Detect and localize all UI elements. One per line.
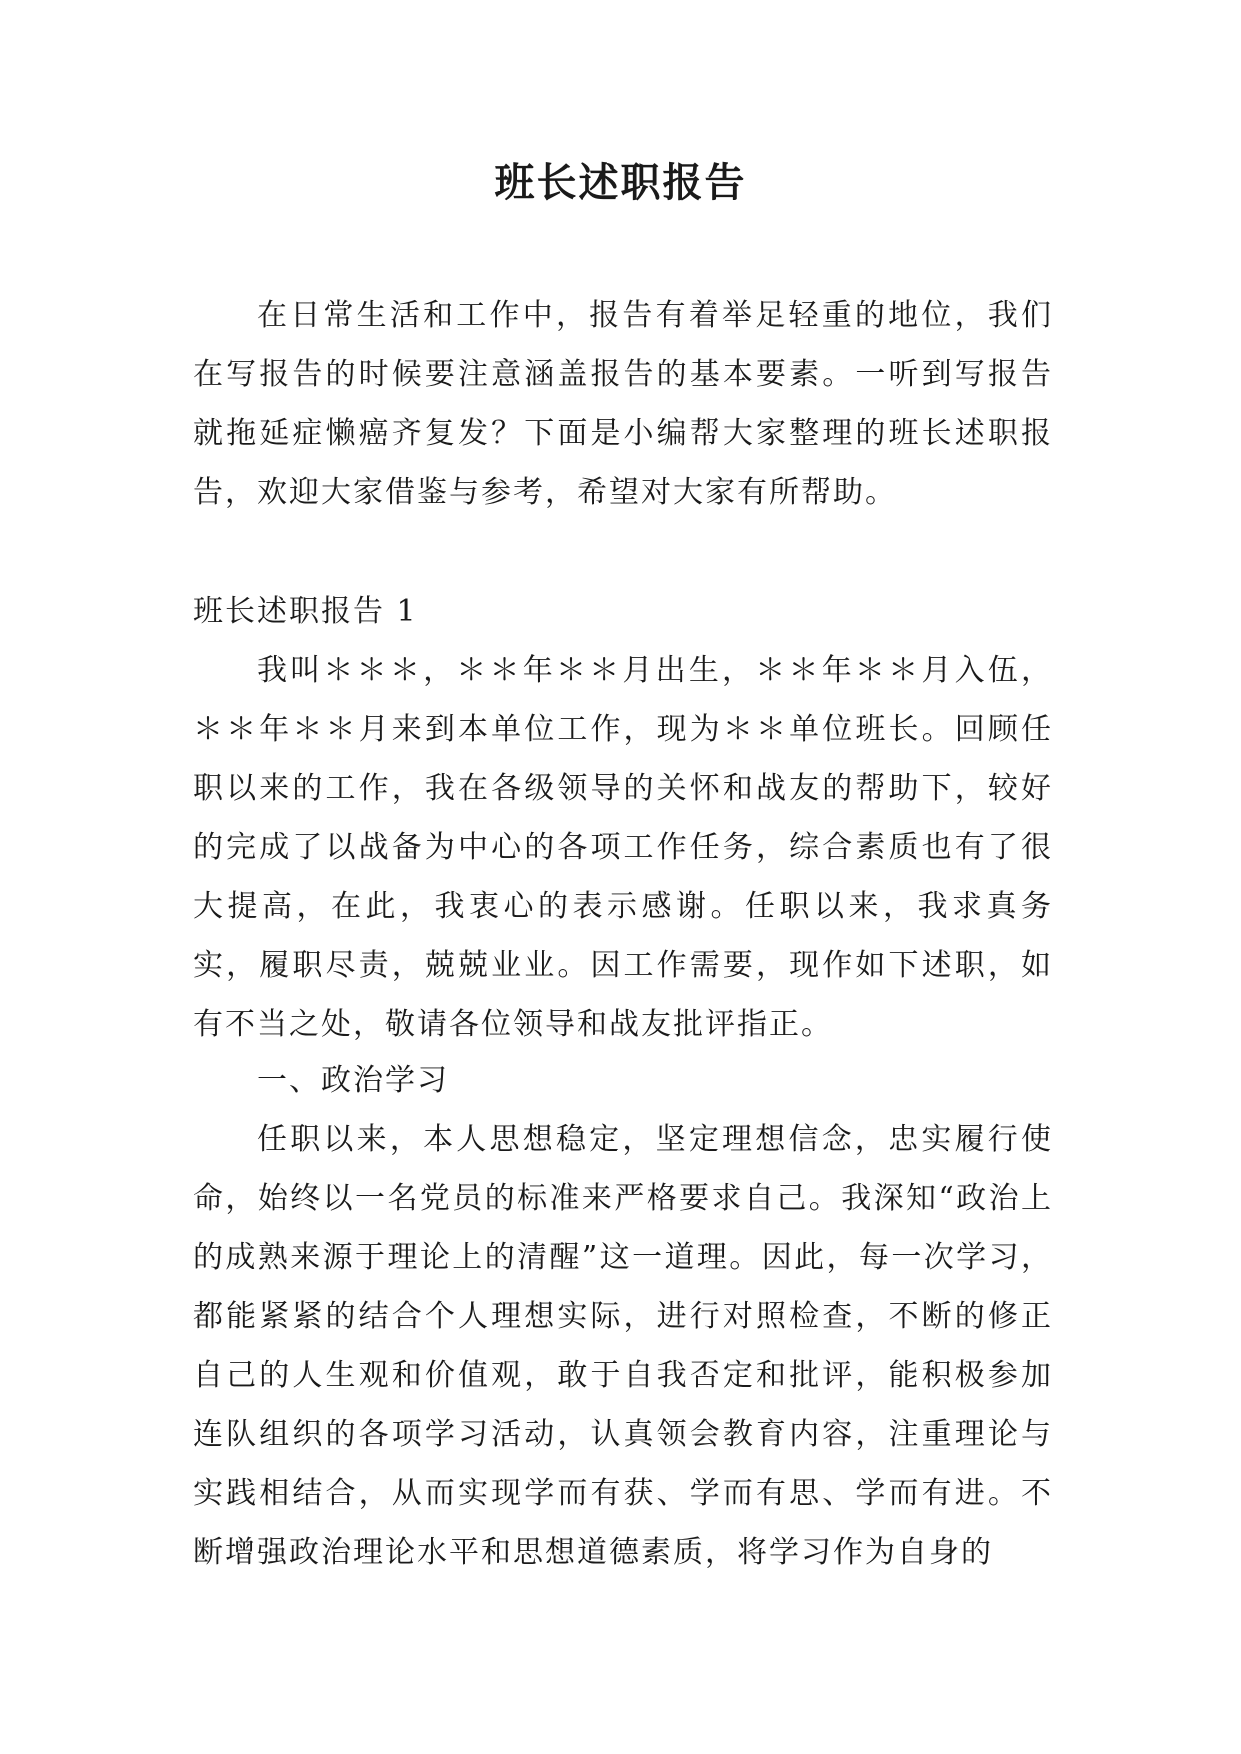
section-title: 班长述职报告 1: [193, 594, 418, 629]
document-title: 班长述职报告: [494, 160, 747, 206]
heading-political-study: 一、政治学习: [257, 1063, 449, 1098]
paragraph-1: 我叫＊＊＊，＊＊年＊＊月出生，＊＊年＊＊月入伍，＊＊年＊＊月来到本单位工作，现为＊＊单位班长。回顾任职以来的工作，我在各级领导的关怀和战友的帮助下，较好的完成了以战备为中心的各项工作任务，综合素质也有了很大提高，在此，我衷心的表示感谢。任职以来，我求真务实，履职尽责，兢兢业业。因工作需要，现作如下述职，如有不当之处，敬请各位领导和战友批评指正。: [193, 653, 1053, 1042]
intro-paragraph: 在日常生活和工作中，报告有着举足轻重的地位，我们在写报告的时候要注意涵盖报告的基本要素。一听到写报告就拖延症懒癌齐复发？下面是小编帮大家整理的班长述职报告，欢迎大家借鉴与参考，希望对大家有所帮助。: [193, 298, 1053, 510]
paragraph-2: 任职以来，本人思想稳定，坚定理想信念，忠实履行使命，始终以一名党员的标准来严格要求自己。我深知“政治上的成熟来源于理论上的清醒”这一道理。因此，每一次学习，都能紧紧的结合个人理想实际，进行对照检查，不断的修正自己的人生观和价值观，敢于自我否定和批评，能积极参加连队组织的各项学习活动，认真领会教育内容，注重理论与实践相结合，从而实现学而有获、学而有思、学而有进。不断增强政治理论水平和思想道德素质，将学习作为自身的: [193, 1122, 1053, 1570]
